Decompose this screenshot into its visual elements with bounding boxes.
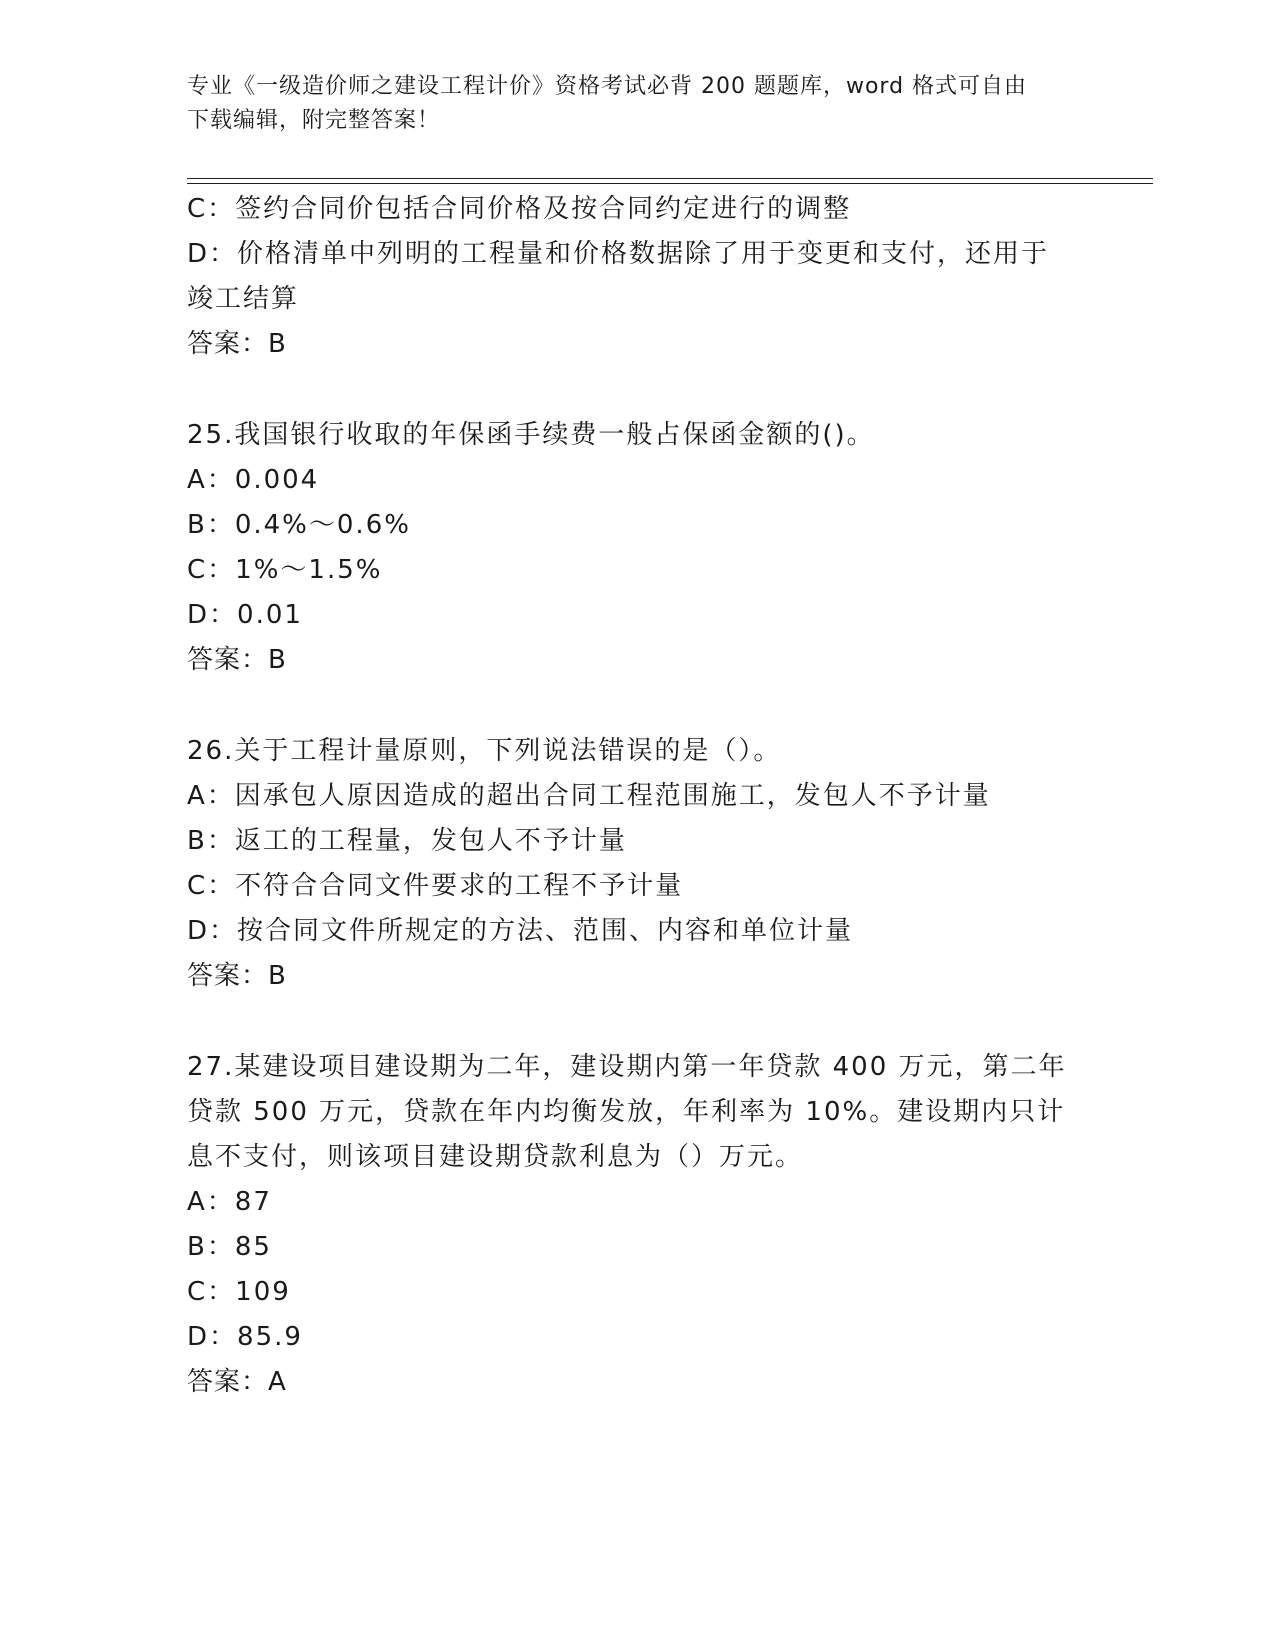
question-25 bbox=[187, 413, 1077, 683]
option-d-line-2: 竣工结算 bbox=[187, 284, 300, 314]
header-divider-bottom bbox=[187, 183, 1153, 184]
question-stem: 25.我国银行收取的年保函手续费一般占保函金额的()。 bbox=[187, 420, 875, 450]
spacer bbox=[187, 367, 1077, 413]
spacer bbox=[187, 999, 1077, 1045]
document-header bbox=[187, 70, 1077, 138]
question-26 bbox=[187, 729, 1077, 999]
option-a: A：87 bbox=[187, 1187, 272, 1217]
question-stem-line-2: 贷款 500 万元，贷款在年内均衡发放，年利率为 10%。建设期内只计 bbox=[187, 1097, 1066, 1127]
question-stem-line-1: 27.某建设项目建设期为二年，建设期内第一年贷款 400 万元，第二年 bbox=[187, 1052, 1067, 1082]
question-27 bbox=[187, 1045, 1077, 1405]
option-b: B：0.4%～0.6% bbox=[187, 510, 411, 540]
header-line-2: 下载编辑，附完整答案！ bbox=[187, 108, 441, 133]
spacer bbox=[187, 683, 1077, 729]
option-a: A：因承包人原因造成的超出合同工程范围施工，发包人不予计量 bbox=[187, 781, 991, 811]
option-d: D：0.01 bbox=[187, 600, 303, 630]
question-stem-line-3: 息不支付，则该项目建设期贷款利息为（）万元。 bbox=[187, 1142, 804, 1172]
question-24-tail bbox=[187, 187, 1077, 367]
answer-line: 答案：A bbox=[187, 1367, 287, 1397]
option-c: C：签约合同价包括合同价格及按合同约定进行的调整 bbox=[187, 194, 852, 224]
header-line-1: 专业《一级造价师之建设工程计价》资格考试必背 200 题题库，word 格式可自由 bbox=[187, 74, 1028, 99]
answer-line: 答案：B bbox=[187, 645, 287, 675]
option-d: D：按合同文件所规定的方法、范围、内容和单位计量 bbox=[187, 916, 854, 946]
option-c: C：不符合合同文件要求的工程不予计量 bbox=[187, 871, 684, 901]
option-a: A：0.004 bbox=[187, 465, 320, 495]
answer-line: 答案：B bbox=[187, 961, 287, 991]
header-divider-top bbox=[187, 178, 1153, 179]
option-d: D：85.9 bbox=[187, 1322, 303, 1352]
option-c: C：109 bbox=[187, 1277, 291, 1307]
question-content bbox=[187, 187, 1077, 1405]
question-stem: 26.关于工程计量原则，下列说法错误的是（）。 bbox=[187, 736, 782, 766]
option-c: C：1%～1.5% bbox=[187, 555, 383, 585]
option-b: B：返工的工程量，发包人不予计量 bbox=[187, 826, 627, 856]
answer-line: 答案：B bbox=[187, 329, 287, 359]
option-d-line-1: D：价格清单中列明的工程量和价格数据除了用于变更和支付，还用于 bbox=[187, 239, 1050, 269]
option-b: B：85 bbox=[187, 1232, 272, 1262]
